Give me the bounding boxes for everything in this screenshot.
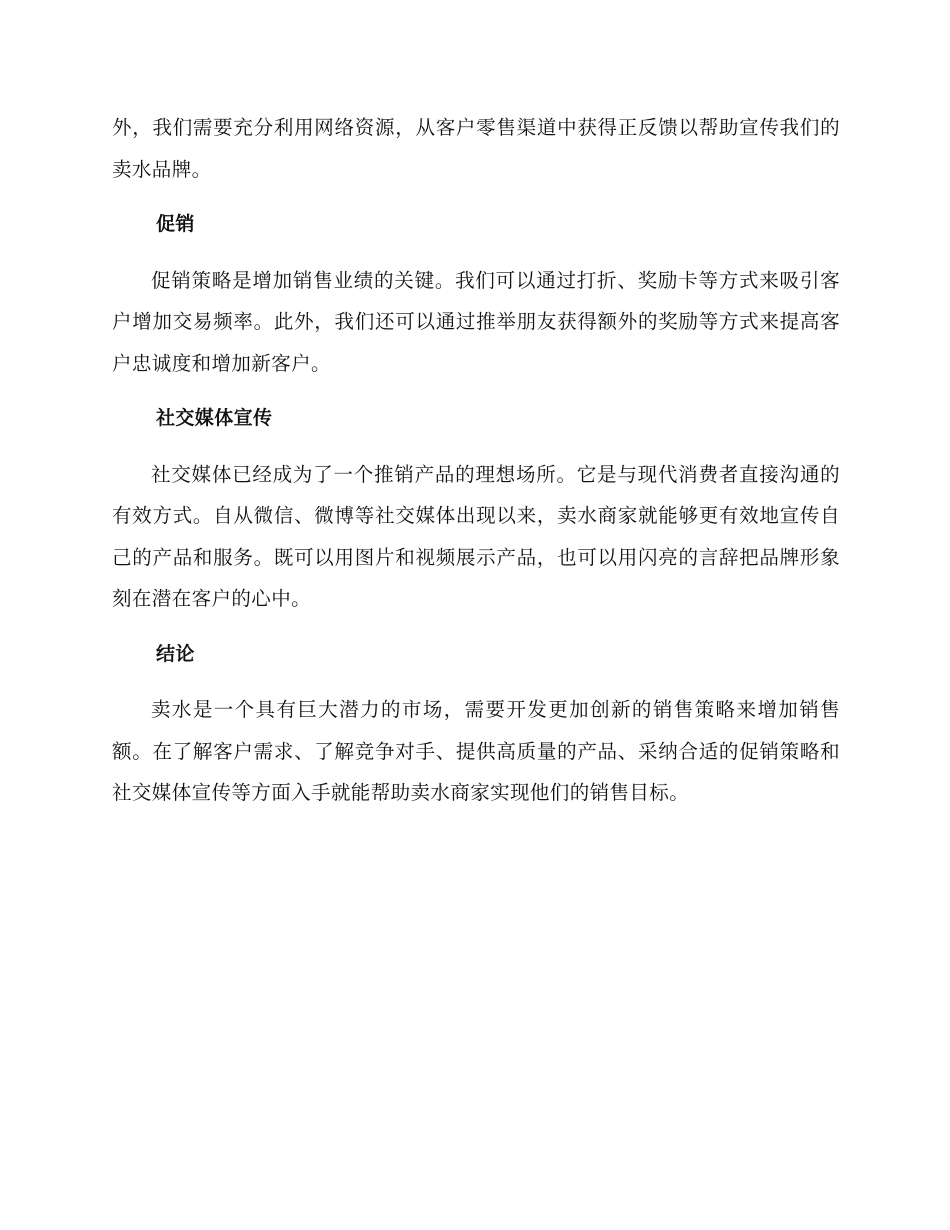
section-heading-conclusion: 结论: [156, 642, 195, 665]
intro-paragraph: 外，我们需要充分利用网络资源，从客户零售渠道中获得正反馈以帮助宣传我们的卖水品牌。: [112, 116, 840, 181]
document-body: [112, 107, 840, 828]
section-heading-social-media: 社交媒体宣传: [156, 407, 273, 429]
section-paragraph-social-media: 社交媒体已经成为了一个推销产品的理想场所。它是与现代消费者直接沟通的有效方式。自从微信、微博等社交媒体出现以来，卖水商家就能够更有效地宣传自己的产品和服务。既可以用图片和视频展示产品，也可以用闪亮的言辞把品牌形象刻在潜在客户的心中。: [112, 462, 840, 610]
section-paragraph-promotion: 促销策略是增加销售业绩的关键。我们可以通过打折、奖励卡等方式来吸引客户增加交易频率。此外，我们还可以通过推举朋友获得额外的奖励等方式来提高客户忠诚度和增加新客户。: [112, 268, 840, 375]
section-heading-promotion: 促销: [156, 213, 195, 235]
section-paragraph-conclusion: 卖水是一个具有巨大潜力的市场，需要开发更加创新的销售策略来增加销售额。在了解客户需求、了解竞争对手、提供高质量的产品、采纳合适的促销策略和社交媒体宣传等方面入手就能帮助卖水商家实现他们的销售目标。: [112, 698, 840, 804]
